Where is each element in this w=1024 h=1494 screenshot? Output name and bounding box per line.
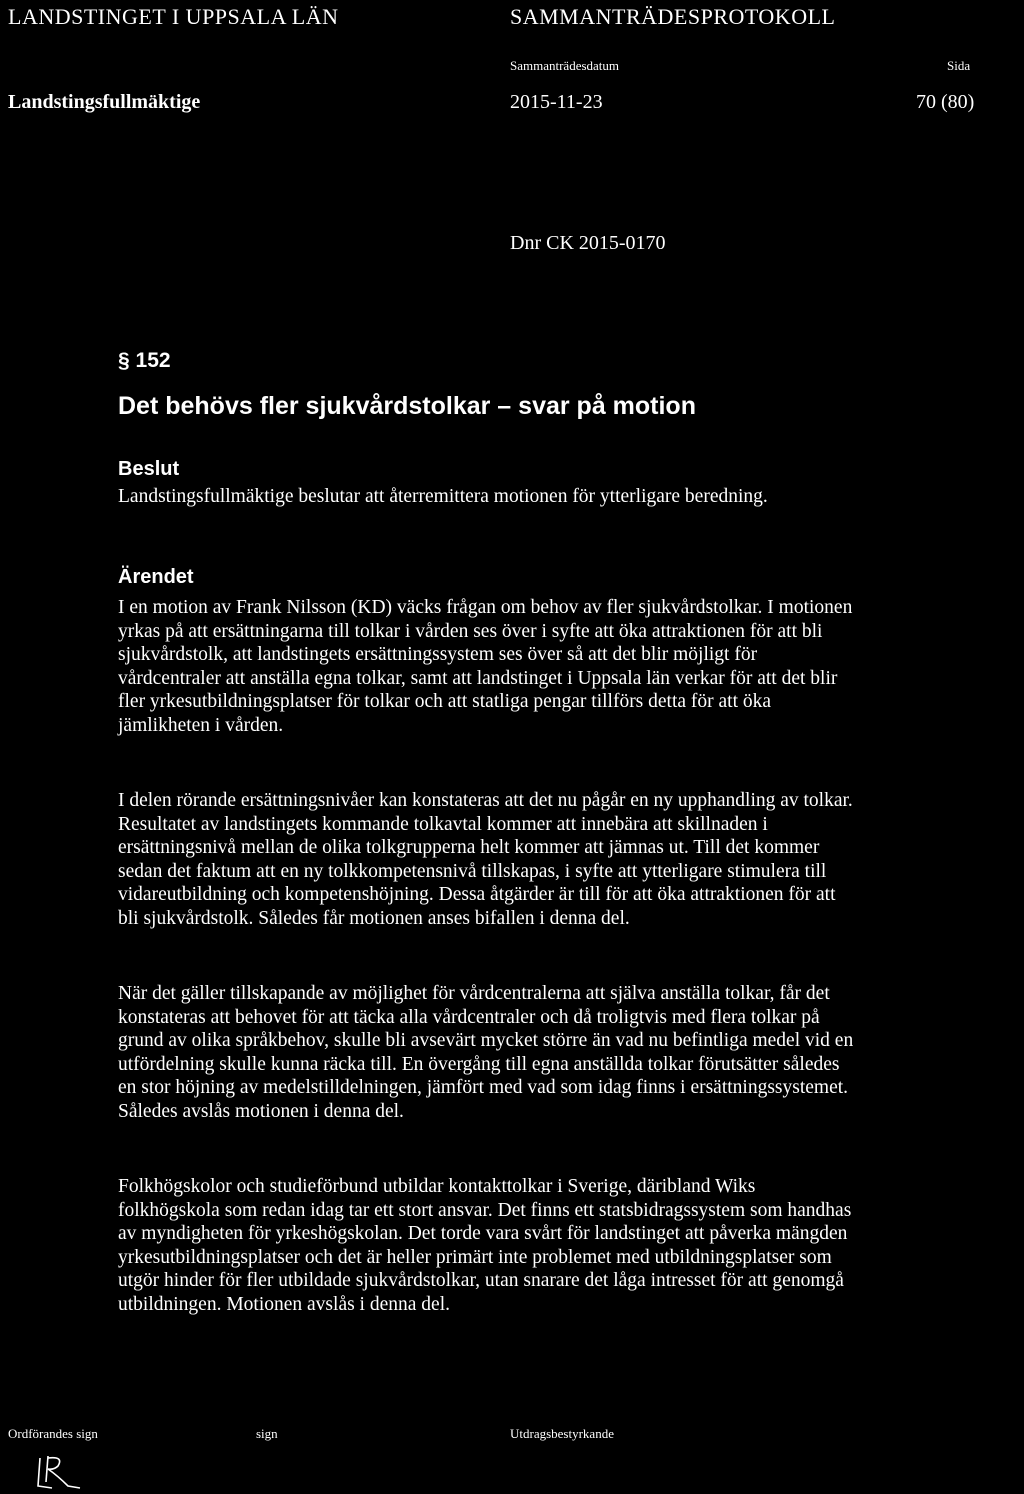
organization-name: LANDSTINGET I UPPSALA LÄN [8, 4, 339, 29]
beslut-text [118, 485, 1018, 509]
arendet-paragraph-4 [118, 1175, 1018, 1317]
arendet-heading: Ärendet [118, 566, 194, 588]
body-name: Landstingsfullmäktige [8, 91, 201, 113]
text-line: sjukvårdstolk, att landstingets ersättningssystem ses över så att det blir möjligt för [118, 644, 758, 666]
text-line: jämlikheten i vården. [118, 714, 284, 736]
text-line: grund av olika språkbehov, skulle bli avsevärt mycket större än vad nu befintliga medel vid en [118, 1030, 854, 1052]
document-type: SAMMANTRÄDESPROTOKOLL [510, 4, 836, 29]
text-line: sedan det faktum att en ny tolkkompetensnivå tillskapas, i syfte att ytterligare stimulera till [118, 860, 827, 882]
handwritten-initials [28, 1452, 88, 1492]
text-line: vidareutbildning och kompetenshöjning. Dessa åtgärder är till för att öka attraktionen för att [118, 884, 836, 906]
text-line: fler yrkesutbildningsplatser för tolkar och att statliga pengar tillförs detta för att öka [118, 691, 772, 713]
diary-number: Dnr CK 2015-0170 [510, 232, 666, 254]
text-line: en stor höjning av medelstilldelningen, jämfört med vad som idag finns i ersättningssystemet. [118, 1077, 849, 1099]
text-line: I en motion av Frank Nilsson (KD) väcks frågan om behov av fler sjukvårdstolkar. I motionen [118, 597, 853, 618]
text-line: Således avslås motionen i denna del. [118, 1100, 404, 1122]
chair-sign-label: Ordförandes sign [8, 1426, 98, 1441]
text-line: yrkas på att ersättningarna till tolkar i vården ses över i syfte att öka attraktionen för att bli [118, 620, 823, 642]
text-line: av myndigheten för yrkeshögskolan. Det torde vara svårt för landstinget att påverka mängden [118, 1223, 848, 1245]
arendet-paragraph-1 [118, 596, 1018, 738]
text-line: Landstingsfullmäktige beslutar att återremittera motionen för ytterligare beredning. [118, 486, 768, 507]
text-line: I delen rörande ersättningsnivåer kan konstateras att det nu pågår en ny upphandling av tolkar. [118, 790, 853, 811]
sign-label: sign [256, 1426, 278, 1441]
arendet-paragraph-3 [118, 982, 1018, 1124]
text-line: När det gäller tillskapande av möjlighet för vårdcentralerna att själva anställa tolkar, får det [118, 983, 830, 1004]
text-line: konstateras att behovet för att täcka alla vårdcentraler och då troligtvis med flera tolkar på [118, 1006, 820, 1028]
text-line: utfördelning skulle kunna räcka till. En övergång till egna anställda tolkar förutsätter således [118, 1053, 840, 1075]
extract-label: Utdragsbestyrkande [510, 1426, 614, 1441]
arendet-paragraph-2 [118, 789, 1018, 931]
text-line: Resultatet av landstingets kommande tolkavtal kommer att innebära att skillnaden i [118, 813, 768, 835]
page-label: Sida [947, 58, 971, 73]
text-line: bli sjukvårdstolk. Således får motionen anses bifallen i denna del. [118, 907, 630, 929]
text-line: utgör hinder för fler utbildade sjukvårdstolkar, utan snarare det låga intresset för att genomgå [118, 1270, 844, 1292]
beslut-heading: Beslut [118, 458, 180, 480]
text-line: folkhögskola som redan idag tar ett stort ansvar. Det finns ett statsbidragssystem som handhas [118, 1199, 852, 1221]
page-number: 70 (80) [916, 91, 975, 113]
section-title: Det behövs fler sjukvårdstolkar – svar på motion [118, 392, 696, 420]
text-line: utbildningen. Motionen avslås i denna del. [118, 1293, 450, 1315]
text-line: yrkesutbildningsplatser och det är heller primärt inte problemet med utbildningsplatser som [118, 1246, 832, 1268]
text-line: vårdcentraler att anställa egna tolkar, samt att landstinget i Uppsala län verkar för att det blir [118, 667, 838, 689]
text-line: ersättningsnivå mellan de olika tolkgrupperna helt kommer att jämnas ut. Till det kommer [118, 837, 820, 859]
meeting-date: 2015-11-23 [510, 91, 603, 113]
section-number: § 152 [118, 349, 171, 372]
date-label: Sammanträdesdatum [510, 58, 620, 73]
text-line: Folkhögskolor och studieförbund utbildar kontakttolkar i Sverige, däribland Wiks [118, 1176, 756, 1197]
